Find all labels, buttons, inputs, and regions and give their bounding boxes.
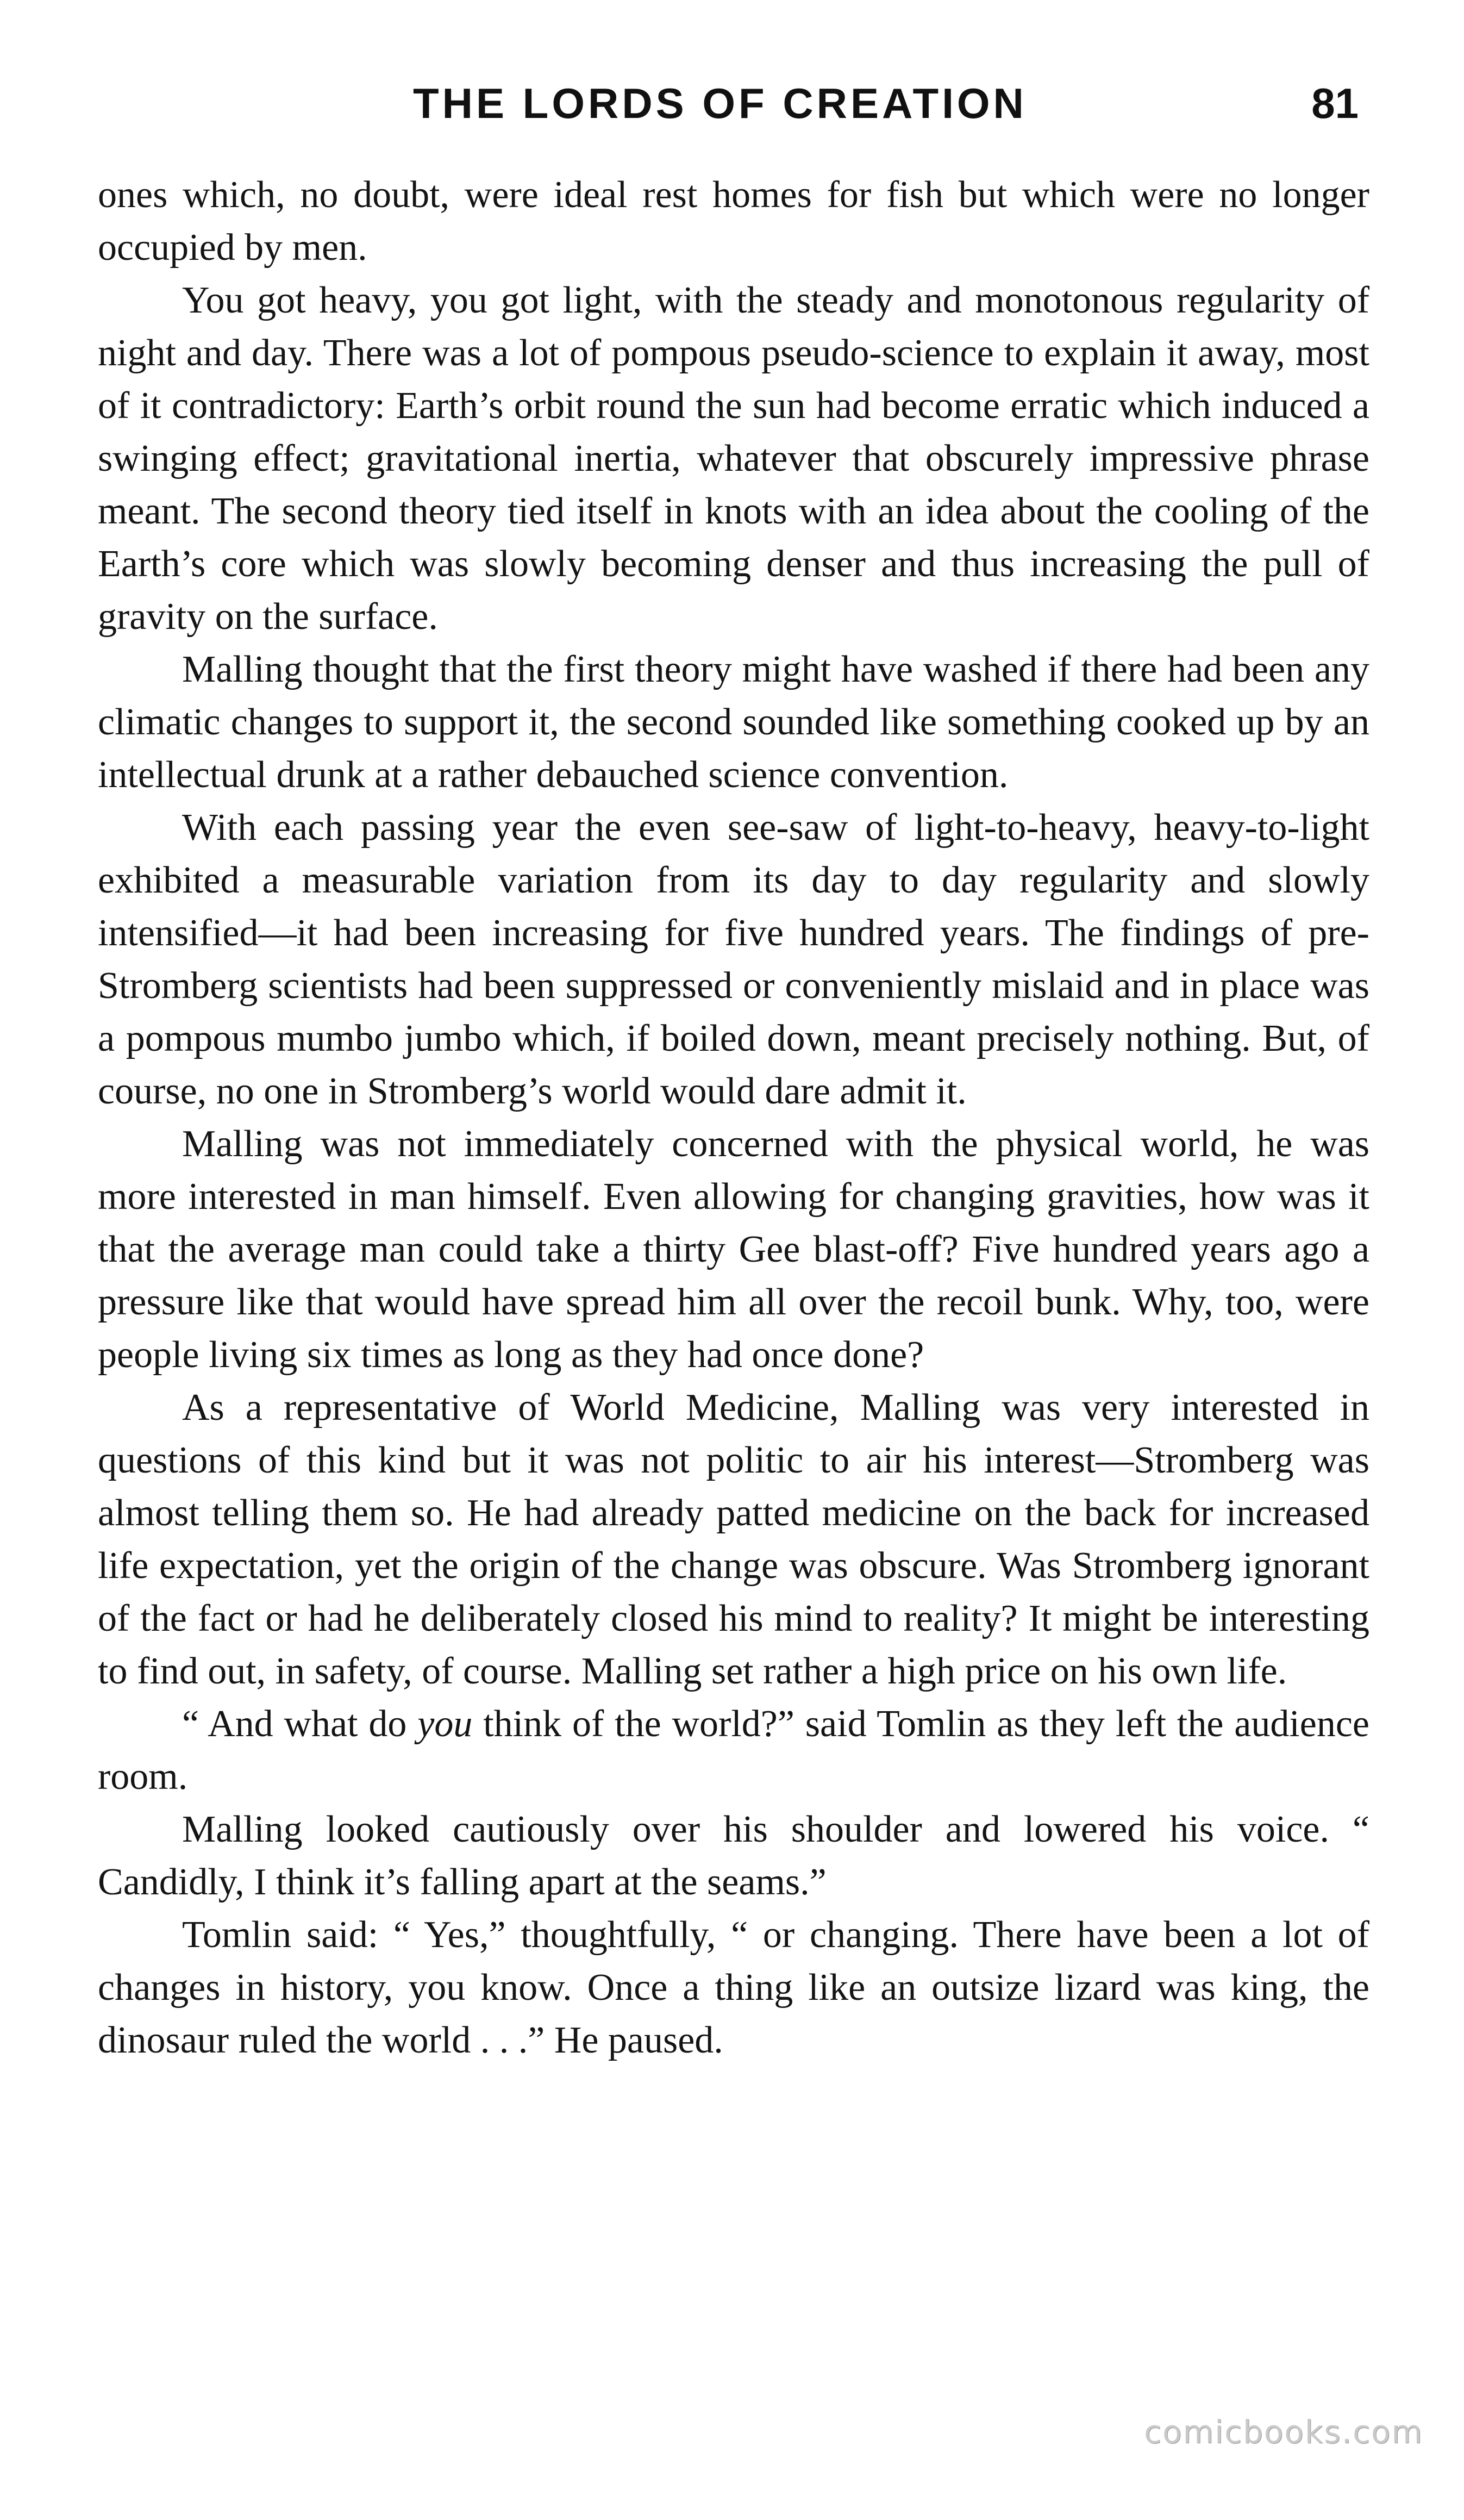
paragraph: Malling looked cautiously over his shoulder and lowered his voice. “ Candidly, I think it’s falling apart at the seams.”	[98, 1808, 1369, 1903]
paragraph: Malling thought that the first theory might have washed if there had been any climatic changes to support it, the second sounded like something cooked up by an intellectual drunk at a rather debauched science convention.	[98, 648, 1369, 796]
running-head: THE LORDS OF CREATION	[413, 79, 1027, 127]
paragraph: Tomlin said: “ Yes,” thoughtfully, “ or changing. There have been a lot of changes in history, you know. Once a thing like an outsize lizard was king, the dinosaur ruled the world . . .” He paused.	[98, 1914, 1369, 2061]
page-number: 81	[1311, 79, 1359, 127]
emphasis: you	[417, 1703, 473, 1745]
paragraph: ones which, no doubt, were ideal rest homes for fish but which were no longer occupied by men.	[98, 174, 1369, 269]
paragraph: “ And what do you think of the world?” said Tomlin as they left the audience room.	[98, 1703, 1370, 1798]
paragraph: As a representative of World Medicine, Malling was very interested in questions of this kind but it was not politic to air his interest—Stromberg was almost telling them so. He had already patted medicine on the back for increased life expectation, yet the origin of the change was obscure. Was Stromberg ignorant of the fact or had he deliberately closed his mind to reality? It might be interesting to find out, in safety, of course. Malling set rather a high price on his own life.	[98, 1387, 1369, 1692]
paragraph: With each passing year the even see-saw of light-to-heavy, heavy-to-light exhibited a measurable variation from its day to day regularity and slowly intensified—it had been increasing for five hundred years. The findings of pre-Stromberg scientists had been suppressed or conveniently mislaid and in place was a pompous mumbo jumbo which, if boiled down, meant precisely nothing. But, of course, no one in Stromberg’s world would dare admit it.	[98, 807, 1369, 1112]
watermark: comicbooks.com	[1144, 2413, 1423, 2450]
paragraph: You got heavy, you got light, with the steady and monotonous regularity of night and day. There was a lot of pompous pseudo-science to explain it away, most of it contradictory: Earth’s orbit round the sun had become erratic which induced a swinging effect; gravitational inertia, whatever that obscurely impressive phrase meant. The second theory tied itself in knots with an idea about the cooling of the Earth’s core which was slowly becoming denser and thus increasing the pull of gravity on the surface.	[98, 279, 1369, 638]
body-text	[98, 169, 1369, 2067]
book-page	[98, 76, 1369, 2457]
paragraph: Malling was not immediately concerned with the physical world, he was more interested in man himself. Even allowing for changing gravities, how was it that the average man could take a thirty Gee blast-off? Five hundred years ago a pressure like that would have spread him all over the recoil bunk. Why, too, were people living six times as long as they had once done?	[98, 1123, 1369, 1376]
page-header	[98, 76, 1369, 136]
